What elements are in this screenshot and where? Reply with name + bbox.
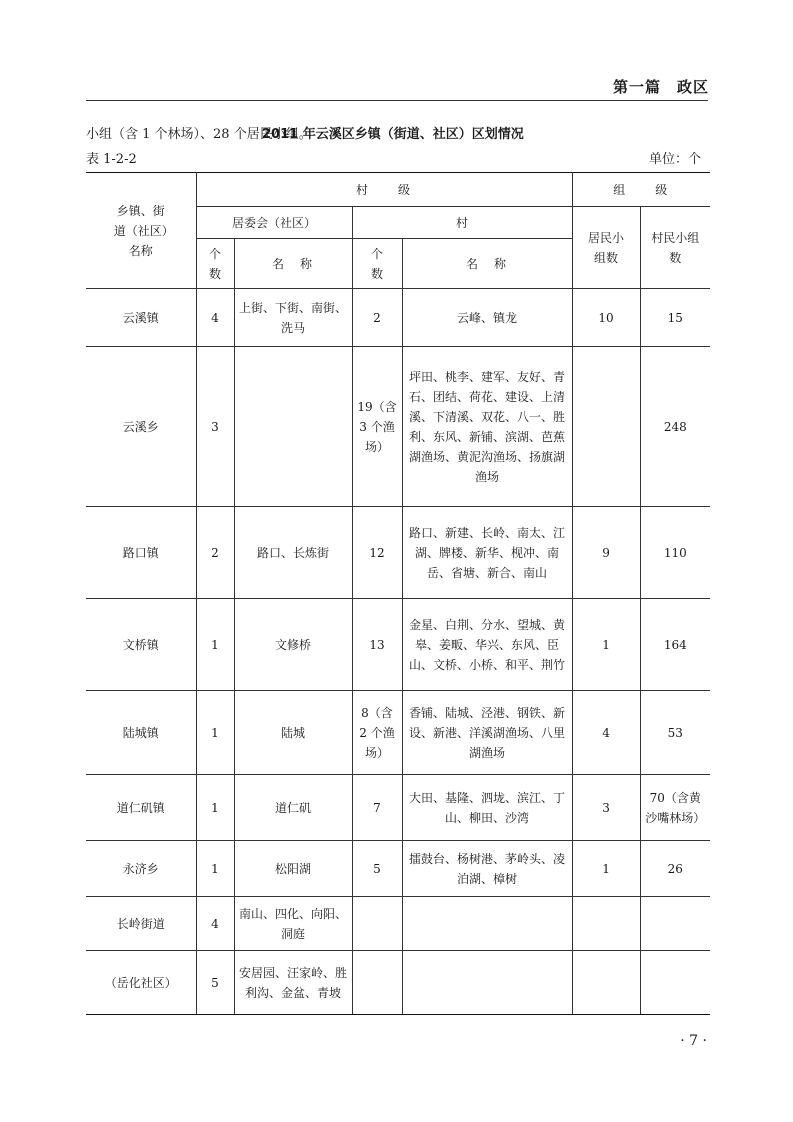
- cell-rc-count: 5: [196, 951, 234, 1015]
- cell-township: 文桥镇: [86, 599, 196, 691]
- cell-resident-groups: 10: [572, 289, 640, 347]
- cell-township: 陆城镇: [86, 691, 196, 775]
- header-rc-count: 个数: [196, 239, 234, 289]
- cell-resident-groups: 1: [572, 599, 640, 691]
- cell-villager-groups: 110: [640, 507, 710, 599]
- table-title: 2011 年云溪区乡镇（街道、社区）区划情况: [262, 127, 524, 142]
- table-row: [86, 897, 710, 951]
- cell-resident-groups: [572, 347, 640, 507]
- cell-rc-names: 安居园、汪家岭、胜利沟、金盆、青坡: [234, 951, 352, 1015]
- cell-rc-names: 上街、下街、南街、洗马: [234, 289, 352, 347]
- table-row: [86, 841, 710, 897]
- cell-rc-count: 1: [196, 691, 234, 775]
- cell-v-count: 13: [352, 599, 402, 691]
- cell-villager-groups: [640, 897, 710, 951]
- cell-v-count: [352, 951, 402, 1015]
- cell-rc-count: 2: [196, 507, 234, 599]
- cell-resident-groups: 1: [572, 841, 640, 897]
- cell-township: （岳化社区）: [86, 951, 196, 1015]
- table-row: [86, 691, 710, 775]
- chapter-title: 第一篇 政区: [612, 78, 709, 96]
- cell-rc-names: 路口、长炼街: [234, 507, 352, 599]
- table-row: [86, 775, 710, 841]
- header-residents-committee: 居委会（社区）: [196, 207, 352, 239]
- header-township: 乡镇、街道（社区）名称: [86, 173, 196, 289]
- cell-villager-groups: 248: [640, 347, 710, 507]
- cell-rc-names: 文修桥: [234, 599, 352, 691]
- cell-villager-groups: 70（含黄沙嘴林场）: [640, 775, 710, 841]
- table-row: [86, 507, 710, 599]
- cell-township: 云溪乡: [86, 347, 196, 507]
- cell-resident-groups: 3: [572, 775, 640, 841]
- cell-rc-count: 3: [196, 347, 234, 507]
- header-resident-groups: 居民小组数: [572, 207, 640, 289]
- cell-v-names: 香铺、陆城、泾港、钢铁、新设、新港、洋溪湖渔场、八里湖渔场: [402, 691, 572, 775]
- cell-v-names: 坪田、桃李、建军、友好、青石、团结、荷花、建设、上清溪、下清溪、双花、八一、胜利、东风、新铺、滨湖、芭蕉湖渔场、黄泥沟渔场、扬旗湖渔场: [402, 347, 572, 507]
- header-village: 村: [352, 207, 572, 239]
- cell-v-count: 5: [352, 841, 402, 897]
- table-row: [86, 951, 710, 1015]
- table-row: [86, 347, 710, 507]
- cell-v-names: 擂鼓台、杨树港、茅岭头、凌泊湖、樟树: [402, 841, 572, 897]
- cell-resident-groups: 9: [572, 507, 640, 599]
- cell-v-count: 7: [352, 775, 402, 841]
- header-village-level: 村 级: [196, 173, 572, 207]
- cell-township: 道仁矶镇: [86, 775, 196, 841]
- header-rc-name: 名 称: [234, 239, 352, 289]
- cell-v-count: 12: [352, 507, 402, 599]
- cell-villager-groups: 26: [640, 841, 710, 897]
- cell-rc-count: 4: [196, 289, 234, 347]
- cell-v-names: [402, 951, 572, 1015]
- cell-villager-groups: 53: [640, 691, 710, 775]
- table-label: 表 1-2-2: [86, 152, 137, 167]
- header-villager-groups: 村民小组数: [640, 207, 710, 289]
- cell-v-count: [352, 897, 402, 951]
- cell-v-count: 2: [352, 289, 402, 347]
- cell-v-names: 金星、白荆、分水、望城、黄皋、姜畈、华兴、东风、臣山、文桥、小桥、和平、荆竹: [402, 599, 572, 691]
- cell-v-names: 云峰、镇龙: [402, 289, 572, 347]
- cell-villager-groups: [640, 951, 710, 1015]
- page-number: · 7 ·: [680, 1033, 707, 1049]
- cell-resident-groups: 4: [572, 691, 640, 775]
- cell-rc-count: 1: [196, 775, 234, 841]
- region-table: [86, 172, 710, 1015]
- unit-label: 单位：个: [648, 152, 701, 167]
- cell-v-names: [402, 897, 572, 951]
- header-rule: [86, 100, 708, 101]
- cell-township: 长岭街道: [86, 897, 196, 951]
- cell-rc-count: 1: [196, 599, 234, 691]
- cell-v-count: 19（含 3 个渔场）: [352, 347, 402, 507]
- cell-villager-groups: 15: [640, 289, 710, 347]
- cell-rc-names: 松阳湖: [234, 841, 352, 897]
- cell-v-count: 8（含 2 个渔场）: [352, 691, 402, 775]
- cell-rc-names: 道仁矶: [234, 775, 352, 841]
- cell-township: 永济乡: [86, 841, 196, 897]
- cell-rc-names: 陆城: [234, 691, 352, 775]
- cell-rc-count: 4: [196, 897, 234, 951]
- header-group-level: 组 级: [572, 173, 710, 207]
- cell-township: 路口镇: [86, 507, 196, 599]
- cell-rc-names: 南山、四化、向阳、洞庭: [234, 897, 352, 951]
- cell-rc-count: 1: [196, 841, 234, 897]
- cell-v-names: 大田、基隆、泗垅、滨江、丁山、柳田、沙湾: [402, 775, 572, 841]
- cell-township: 云溪镇: [86, 289, 196, 347]
- table-row: [86, 289, 710, 347]
- intro-text: 小组（含 1 个林场）、28 个居民小组。: [86, 127, 312, 142]
- cell-resident-groups: [572, 951, 640, 1015]
- table-row: [86, 599, 710, 691]
- cell-v-names: 路口、新建、长岭、南太、江湖、牌楼、新华、枧冲、南岳、省塘、新合、南山: [402, 507, 572, 599]
- header-v-name: 名 称: [402, 239, 572, 289]
- cell-resident-groups: [572, 897, 640, 951]
- header-v-count: 个数: [352, 239, 402, 289]
- cell-villager-groups: 164: [640, 599, 710, 691]
- cell-rc-names: [234, 347, 352, 507]
